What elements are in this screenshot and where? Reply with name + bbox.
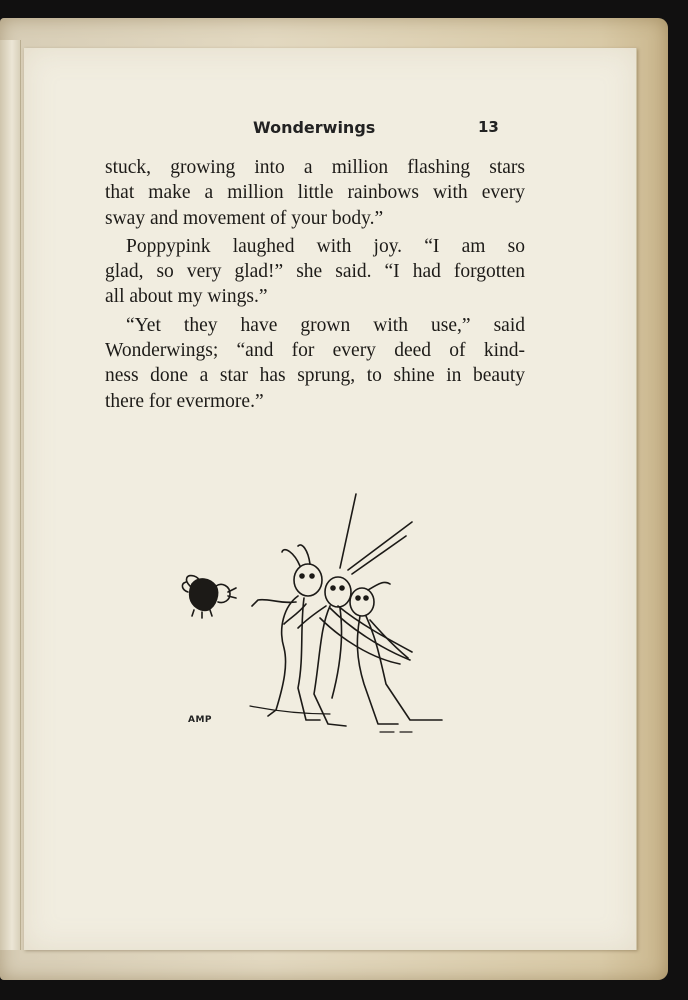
text-line: Wonderwings; “and for every deed of kind- [105,340,525,362]
text-line: “Yet they have grown with use,” said [126,314,525,336]
text-line: stuck, growing into a million flashing stars [105,157,525,178]
text-line: that make a million little rainbows with every [105,182,525,204]
paragraph [105,234,525,310]
page-number: 13 [478,118,499,136]
fairy-middle [298,577,351,726]
fairy-left [252,545,322,720]
text-line: all about my wings.” [105,286,268,308]
text-line: glad, so very glad!” she said. “I had forgotten [105,261,525,283]
body-text [105,155,525,414]
text-line: sway and movement of your body.” [105,207,384,229]
artist-monogram: AMP [188,715,213,725]
text-line: ness done a star has sprung, to shine in beauty [105,365,525,387]
facing-page-edge [0,40,21,950]
running-head: Wonderwings [253,118,376,137]
text-line: Poppypink laughed with joy. “I am so [126,235,525,257]
text-line: there for evermore.” [105,390,264,412]
paragraph [105,155,525,231]
fairies-and-bee-illustration [180,488,460,750]
bee-drawing [182,576,236,618]
paragraph [105,313,525,414]
